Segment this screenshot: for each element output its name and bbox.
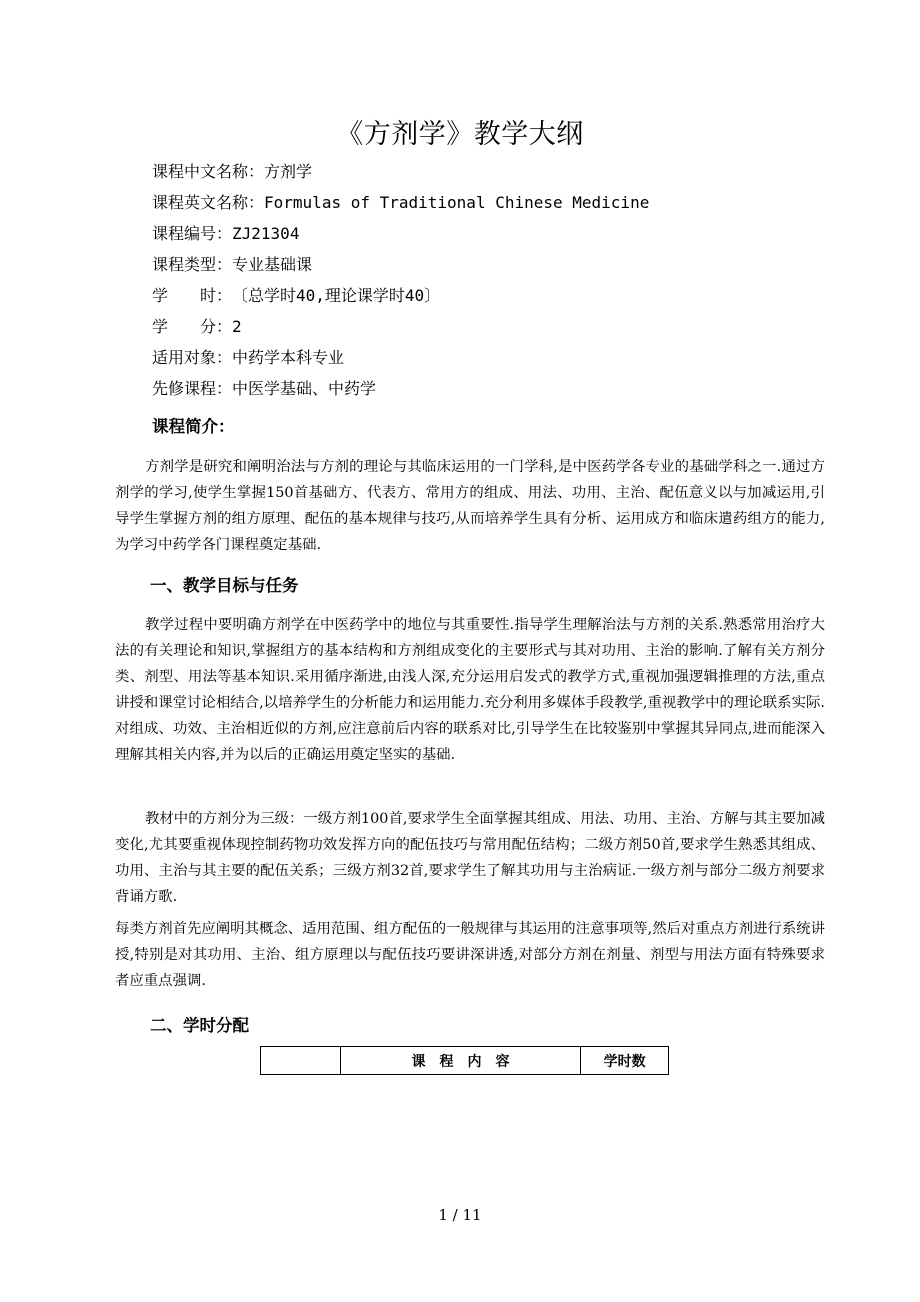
- section1-paragraph-1: 教学过程中要明确方剂学在中医药学中的地位与其重要性.指导学生理解治法与方剂的关系.熟悉常用治疗大法的有关理论和知识,掌握组方的基本结构和方剂组成变化的主要形式与其对功用、主治的影响.了解有关方剂分类、剂型、用法等基本知识.采用循序渐进,由浅人深,充分运用启发式的教学方式,重视加强逻辑推理的方法,重点讲授和课堂讨论相结合,以培养学生的分析能力和运用能力.充分利用多媒体手段教学,重视教学中的理论联系实际.对组成、功效、主治相近似的方剂,应注意前后内容的联系对比,引导学生在比较鉴别中掌握其异同点,进而能深入理解其相关内容,并为以后的正确运用奠定坚实的基础.: [115, 617, 825, 763]
- table-header-cell: [261, 1047, 341, 1075]
- info-value: 中医学基础、中药学: [232, 379, 377, 398]
- info-label: 适用对象：: [152, 348, 233, 367]
- info-label: 先修课程：: [152, 379, 233, 398]
- info-english-name: [152, 187, 649, 218]
- info-credits: [152, 311, 649, 342]
- info-label: 学 分：: [152, 317, 233, 336]
- info-label: 课程中文名称：: [152, 162, 265, 181]
- info-label: 课程英文名称：: [152, 193, 265, 212]
- info-value: ZJ21304: [232, 224, 300, 243]
- info-value: 专业基础课: [232, 255, 313, 274]
- table-header-cell: 学时数: [581, 1047, 669, 1075]
- info-prerequisites: [152, 373, 649, 404]
- hours-allocation-table: [260, 1046, 669, 1075]
- table-header-row: [261, 1047, 669, 1075]
- info-value: 中药学本科专业: [232, 348, 345, 367]
- section1-paragraph-2: 教材中的方剂分为三级：一级方剂100首,要求学生全面掌握其组成、用法、功用、主治、方解与其主要加减变化,尤其要重视体现控制药物功效发挥方向的配伍技巧与常用配伍结构；二级方剂50首,要求学生熟悉其组成、功用、主治与其主要的配伍关系；三级方剂32首,要求学生了解其功用与主治病证.一级方剂与部分二级方剂要求背诵方歌.: [115, 811, 825, 905]
- info-chinese-name: [152, 156, 649, 187]
- section1-paragraph-3: 每类方剂首先应阐明其概念、适用范围、组方配伍的一般规律与其运用的注意事项等,然后对重点方剂进行系统讲授,特别是对其功用、主治、组方原理以与配伍技巧要讲深讲透,对部分方剂在剂量、剂型与用法方面有特殊要求者应重点强调.: [115, 921, 825, 989]
- info-label: 课程类型：: [152, 255, 233, 274]
- info-hours: [152, 280, 649, 311]
- table-header-cell: 课 程 内 容: [340, 1047, 580, 1075]
- section1-heading: 一、教学目标与任务: [150, 576, 299, 595]
- info-label: 课程编号：: [152, 224, 233, 243]
- info-value: Formulas of Traditional Chinese Medicine: [264, 193, 650, 212]
- page-title: 《方剂学》教学大纲: [336, 119, 584, 150]
- info-course-type: [152, 249, 649, 280]
- info-label: 学 时：: [152, 286, 233, 305]
- page-number: 1 / 11: [438, 1206, 482, 1224]
- info-value: 2: [232, 317, 242, 336]
- info-audience: [152, 342, 649, 373]
- info-value: 方剂学: [264, 162, 313, 181]
- info-value: 〔总学时40,理论课学时40〕: [232, 286, 441, 305]
- intro-paragraph: 方剂学是研究和阐明治法与方剂的理论与其临床运用的一门学科,是中医药学各专业的基础学科之一.通过方剂学的学习,使学生掌握150首基础方、代表方、常用方的组成、用法、功用、主治、配伍意义以与加减运用,引导学生掌握方剂的组方原理、配伍的基本规律与技巧,从而培养学生具有分析、运用成方和临床遣药组方的能力,为学习中药学各门课程奠定基础.: [115, 459, 825, 553]
- intro-heading: 课程简介：: [152, 417, 235, 436]
- course-info-list: [152, 156, 649, 404]
- section2-heading: 二、学时分配: [150, 1016, 249, 1035]
- info-course-code: [152, 218, 649, 249]
